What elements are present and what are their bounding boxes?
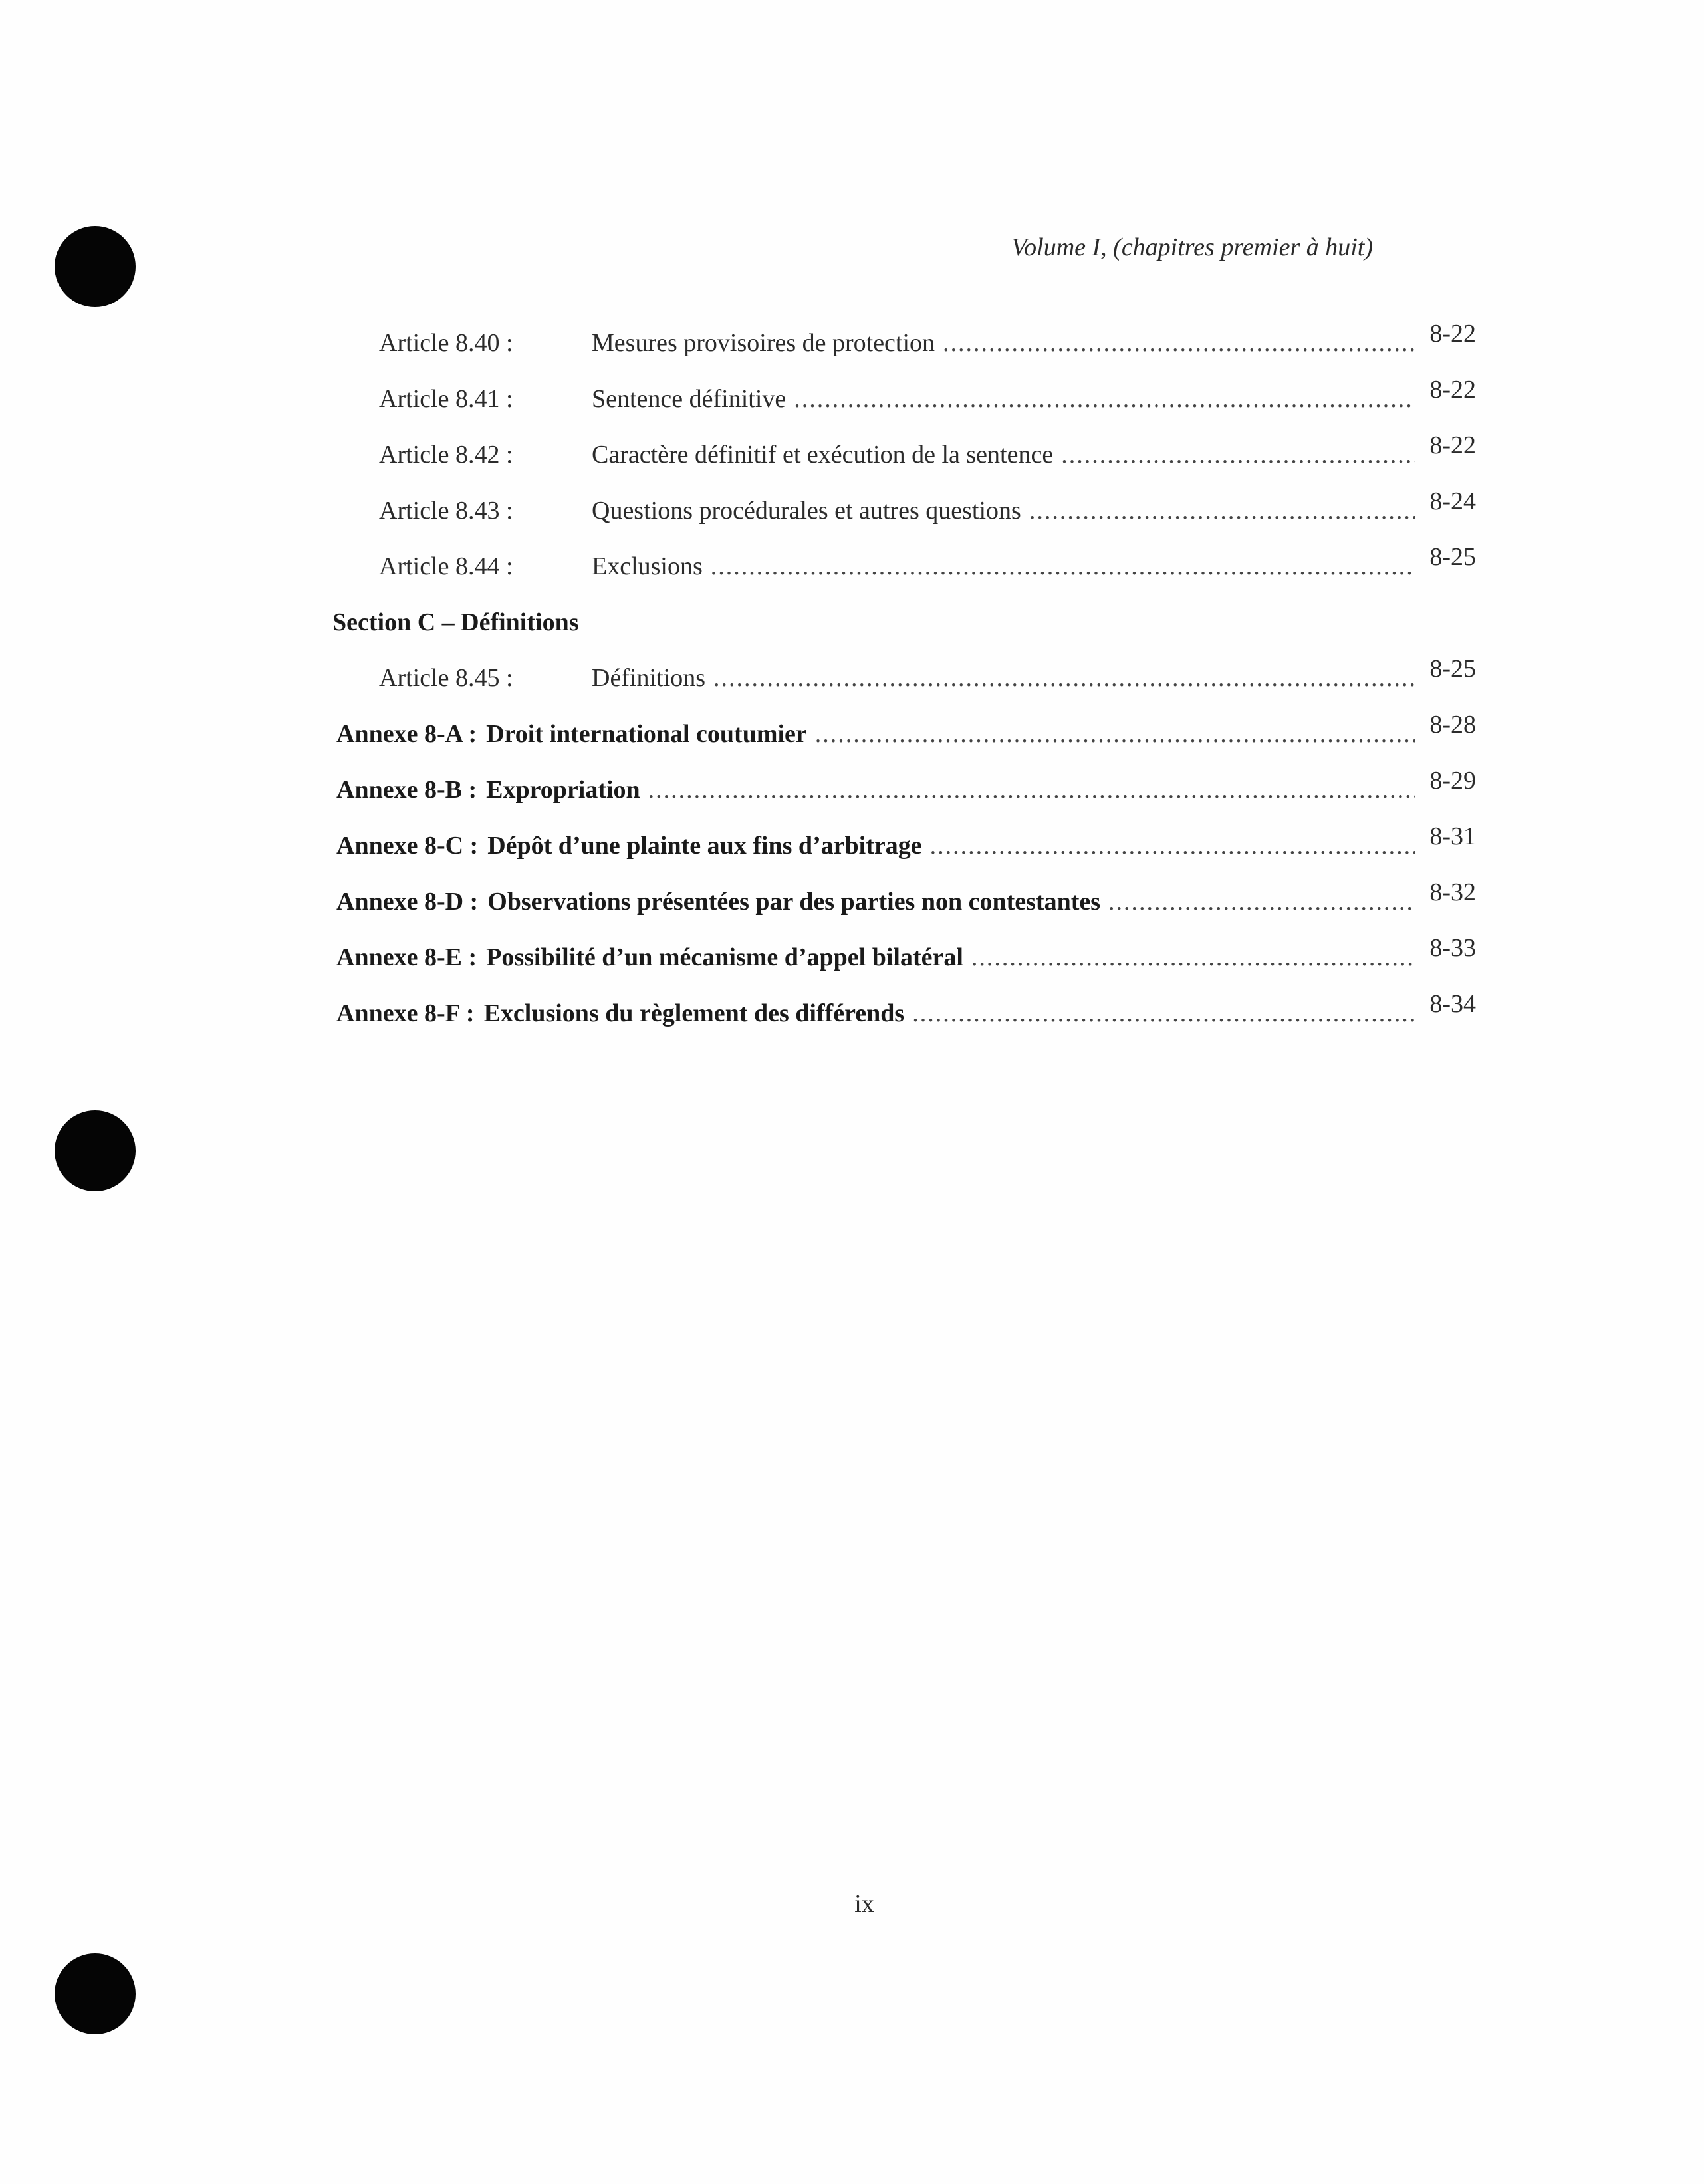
annex-number: Annexe 8-D : bbox=[336, 888, 479, 915]
entry-title: Exclusions bbox=[592, 552, 703, 580]
entry-number: Article 8.41 : bbox=[379, 385, 513, 413]
annex-title: Exclusions du règlement des différends bbox=[483, 999, 905, 1027]
annex-number: Annexe 8-E : bbox=[336, 943, 477, 971]
toc-annex-entry bbox=[332, 767, 1476, 806]
annex-title: Dépôt d’une plainte aux fins d’arbitrage bbox=[487, 832, 922, 860]
entry-title: Mesures provisoires de protection bbox=[592, 329, 935, 357]
entry-page: 8-24 bbox=[1429, 487, 1476, 515]
entry-title: Questions procédurales et autres questions bbox=[592, 497, 1021, 525]
page-number: ix bbox=[854, 1890, 874, 1918]
entry-number: Article 8.43 : bbox=[379, 497, 513, 525]
annex-number: Annexe 8-A : bbox=[336, 720, 477, 748]
entry-title: Sentence définitive bbox=[592, 385, 787, 413]
toc-entry bbox=[332, 320, 1476, 359]
running-header: Volume I, (chapitres premier à huit) bbox=[1011, 233, 1373, 261]
table-of-contents bbox=[332, 320, 1476, 1053]
dot-leader bbox=[1108, 886, 1415, 917]
toc-entry bbox=[332, 543, 1476, 582]
annex-number: Annexe 8-C : bbox=[336, 832, 479, 860]
entry-page: 8-28 bbox=[1429, 711, 1476, 739]
annex-title: Droit international coutumier bbox=[486, 720, 807, 748]
toc-entry bbox=[332, 487, 1476, 527]
dot-leader bbox=[943, 327, 1415, 359]
entry-number: Article 8.44 : bbox=[379, 552, 513, 580]
toc-annex-entry bbox=[332, 878, 1476, 917]
entry-page: 8-25 bbox=[1429, 543, 1476, 571]
annex-number: Annexe 8-B : bbox=[336, 776, 477, 804]
entry-page: 8-22 bbox=[1429, 320, 1476, 348]
dot-leader bbox=[648, 774, 1415, 806]
entry-page: 8-22 bbox=[1429, 376, 1476, 404]
annex-number: Annexe 8-F : bbox=[336, 999, 475, 1027]
entry-page: 8-32 bbox=[1429, 878, 1476, 906]
entry-title: Définitions bbox=[592, 664, 705, 692]
entry-page: 8-22 bbox=[1429, 431, 1476, 459]
dot-leader bbox=[794, 383, 1415, 415]
annex-title: Observations présentées par des parties non contestantes bbox=[487, 888, 1101, 915]
toc-annex-entry bbox=[332, 822, 1476, 862]
punch-hole bbox=[55, 226, 136, 307]
toc-entry bbox=[332, 655, 1476, 694]
entry-page: 8-25 bbox=[1429, 655, 1476, 683]
punch-hole bbox=[55, 1953, 136, 2034]
dot-leader bbox=[912, 997, 1415, 1029]
dot-leader bbox=[1061, 439, 1415, 471]
entry-number: Article 8.40 : bbox=[379, 329, 513, 357]
toc-entry bbox=[332, 431, 1476, 471]
toc-annex-entry bbox=[332, 934, 1476, 973]
entry-page: 8-31 bbox=[1429, 822, 1476, 850]
section-heading: Section C – Définitions bbox=[332, 608, 579, 636]
dot-leader bbox=[971, 941, 1415, 973]
toc-entry bbox=[332, 376, 1476, 415]
dot-leader bbox=[930, 830, 1415, 862]
dot-leader bbox=[713, 662, 1415, 694]
entry-number: Article 8.42 : bbox=[379, 441, 513, 469]
entry-page: 8-29 bbox=[1429, 767, 1476, 794]
dot-leader bbox=[815, 718, 1415, 750]
entry-page: 8-33 bbox=[1429, 934, 1476, 962]
punch-hole bbox=[55, 1110, 136, 1191]
dot-leader bbox=[1029, 495, 1415, 527]
dot-leader bbox=[711, 550, 1415, 582]
annex-title: Expropriation bbox=[486, 776, 640, 804]
entry-page: 8-34 bbox=[1429, 990, 1476, 1018]
toc-annex-entry bbox=[332, 990, 1476, 1029]
annex-title: Possibilité d’un mécanisme d’appel bilatéral bbox=[486, 943, 963, 971]
entry-number: Article 8.45 : bbox=[379, 664, 513, 692]
toc-annex-entry bbox=[332, 711, 1476, 750]
entry-title: Caractère définitif et exécution de la sentence bbox=[592, 441, 1054, 469]
